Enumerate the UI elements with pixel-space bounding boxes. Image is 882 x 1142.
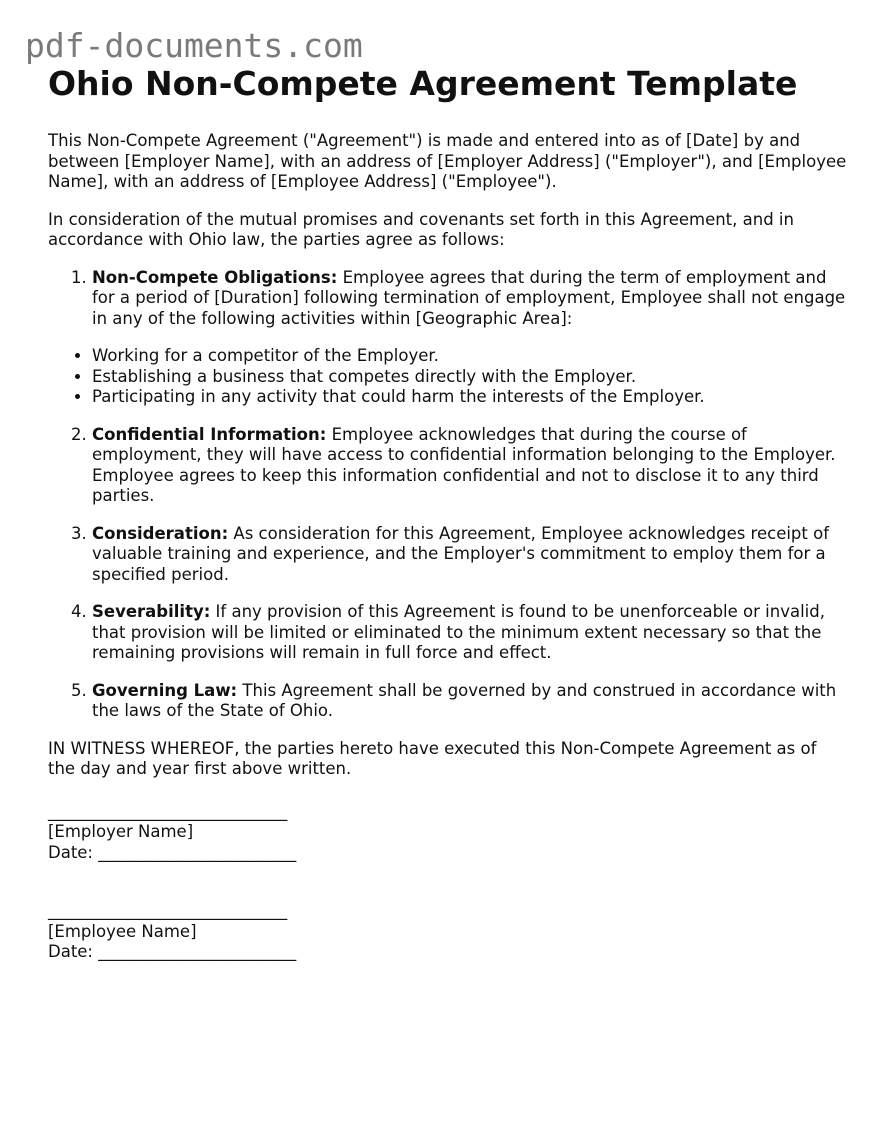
section-heading: Severability:	[92, 602, 211, 621]
section-item	[92, 681, 848, 722]
document-title: Ohio Non-Compete Agreement Template	[48, 64, 798, 103]
signer-name: [Employer Name]	[48, 822, 194, 841]
list-item: • Establishing a business that competes directly with the Employer.	[92, 367, 848, 388]
section-text: As consideration for this Agreement, Employee acknowledges receipt of valuable training and experience, and the Employer's commitment to employ them for a specified period.	[92, 523, 830, 584]
list-item: • Participating in any activity that could harm the interests of the Employer.	[92, 387, 848, 408]
section-item	[92, 602, 848, 664]
section-item	[92, 268, 848, 330]
section-item	[92, 524, 848, 586]
section-text: Employee acknowledges that during the course of employment, they will have access to confidential information belonging to the Employer. Employee agrees to keep this information confidential and not to disclose it to any third parties.	[92, 424, 836, 505]
section-heading: Non-Compete Obligations:	[92, 267, 338, 287]
section-item	[92, 425, 848, 507]
employer-signature-block	[48, 802, 848, 864]
employee-signature-block	[48, 901, 848, 963]
document	[48, 62, 848, 963]
terms-list-part-2	[48, 425, 848, 722]
signature-line: _____________________________	[48, 901, 288, 920]
prohibited-activities-list	[48, 346, 848, 408]
intro-paragraph: This Non-Compete Agreement ("Agreement") is made and entered into as of [Date] by and between [Employer Name], with an address of [Employer Address] ("Employer"), and [Employee Name], with an address of [Employee Address] ("Employee").	[48, 131, 847, 191]
witness-paragraph: IN WITNESS WHEREOF, the parties hereto have executed this Non-Compete Agreement as of the day and year first above written.	[48, 738, 817, 778]
signer-name: [Employee Name]	[48, 921, 197, 941]
list-item: • Working for a competitor of the Employer.	[92, 346, 848, 367]
signature-line: _____________________________	[48, 801, 288, 821]
signature-date: Date: ________________________	[48, 842, 297, 862]
signature-date: Date: ________________________	[48, 942, 297, 961]
section-heading: Confidential Information:	[92, 424, 327, 444]
consideration-intro-paragraph: In consideration of the mutual promises and covenants set forth in this Agreement, and in accordance with Ohio law, the parties agree as follows:	[48, 209, 794, 249]
section-text: If any provision of this Agreement is found to be unenforceable or invalid, that provision will be limited or eliminated to the minimum extent necessary so that the remaining provisions will remain in full force and effect.	[92, 602, 825, 662]
section-text: Employee agrees that during the term of employment and for a period of [Duration] following termination of employment, Employee shall not engage in any of the following activities within [Geographic Area]:	[92, 267, 846, 328]
watermark-text: pdf-documents.com	[25, 26, 363, 65]
section-text: This Agreement shall be governed by and construed in accordance with the laws of the State of Ohio.	[92, 680, 837, 720]
terms-list-part-1	[48, 268, 848, 330]
section-heading: Governing Law:	[92, 680, 238, 700]
section-heading: Consideration:	[92, 523, 229, 543]
